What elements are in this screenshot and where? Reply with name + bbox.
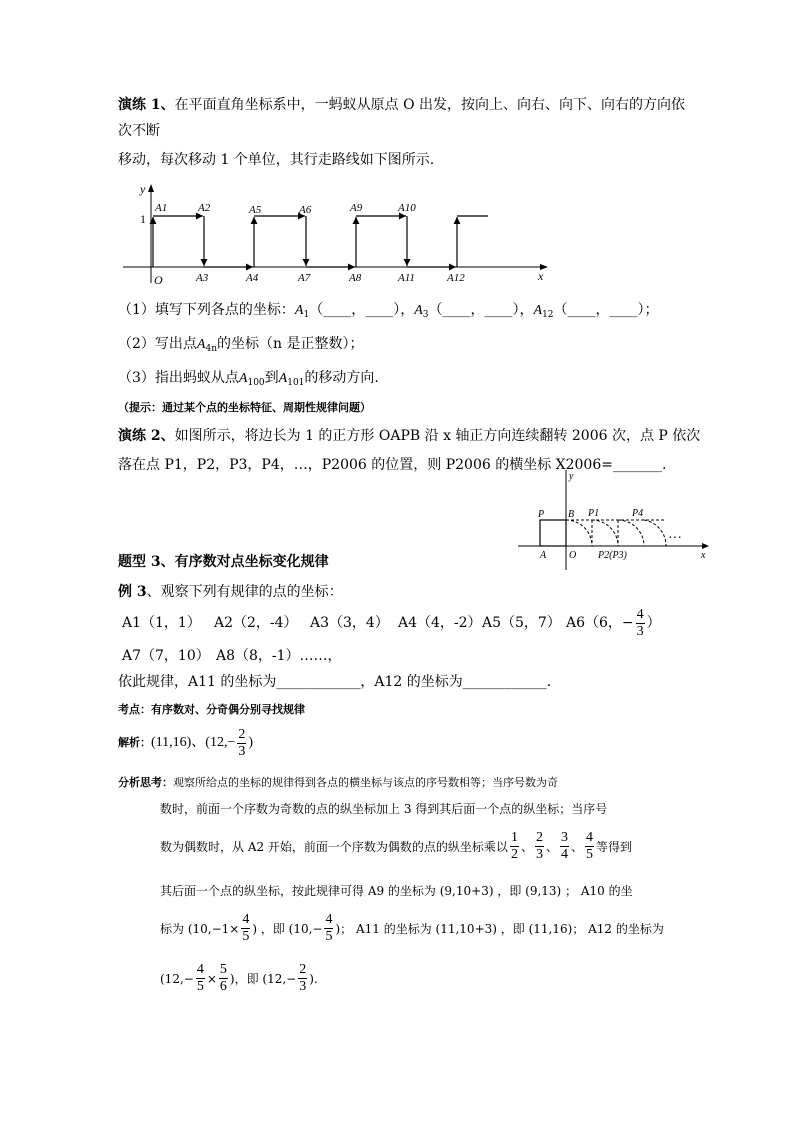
fig2-y: y <box>569 471 574 482</box>
ex1-q2: （2）写出点$A_{4n}$的坐标（n 是正整数）； <box>118 336 364 354</box>
point-A3: A3（3，4） <box>310 615 389 631</box>
point-A5: A5（5，7） <box>482 615 561 631</box>
point-A2: A2（2，-4） <box>214 615 298 631</box>
ex3-line: 例 3、观察下列有规律的点的坐标： <box>118 584 343 600</box>
fenxi-line6: (12,− $\frac{4}{5}$ × $\frac{5}{6}$ )，即 (12,− $\frac{2}{3}$ ). <box>160 962 318 994</box>
fig2-P: P <box>538 509 545 520</box>
ex1-text1: 在平面直角坐标系中，一蚂蚁从原点 O 出发，按向上、向右、向下、向右的方向依 <box>174 97 686 113</box>
point-A4: A4（4，-2） <box>398 615 482 631</box>
ex3-points-row1 <box>122 606 661 640</box>
label-A10: A10 <box>398 202 416 214</box>
point-A6: A6（6，− $\frac{4}{3}$ ） <box>566 606 661 639</box>
point-A8: A8（8，-1）……， <box>216 648 342 664</box>
fenxi-line4: 其后面一个点的纵坐标，按此规律可得 A9 的坐标为 (9,10+3) ，即 (9,13) ； A10 的坐 <box>160 884 633 898</box>
label-A5: A5 <box>249 204 262 216</box>
fig2-x: x <box>701 550 706 561</box>
ex3-question: 依此规律，A11 的坐标为____________，A12 的坐标为____________. <box>118 674 552 690</box>
origin-label: O <box>154 273 163 287</box>
label-A11: A11 <box>398 272 415 284</box>
ex3-points-row2 <box>122 646 342 666</box>
ex2-label: 演练 2、 <box>118 428 175 444</box>
label-A8: A8 <box>349 272 362 284</box>
point-A1: A1（1，1） <box>122 615 201 631</box>
label-A7: A7 <box>298 272 311 284</box>
ex1-q1: （1）填写下列各点的坐标：$A_1(\_\_\_\_$，____），$A_3(\_\_\_\_$，____），$A_{12}(\_\_\_\_$，____）； <box>118 302 659 320</box>
fig2-A: A <box>540 550 547 561</box>
ex1-q3: （3）指出蚂蚁从点$A_{100}$到$A_{101}$的移动方向. <box>118 370 379 388</box>
y-label: y <box>140 182 146 196</box>
label-A9: A9 <box>350 202 363 214</box>
x-label: x <box>538 269 544 283</box>
point-A7: A7（7，10） <box>122 648 210 664</box>
topic3-title: 题型 3、有序数对点坐标变化规律 <box>118 554 329 570</box>
fenxi-line3: 数为偶数时，从 A2 开始，前面一个序数为偶数的点的纵坐标乘以 $\frac{1}{2}$ 、 $\frac{2}{3}$ 、 $\frac{3}{4}$ 、 $\frac{4}{5}$ 等得到 <box>160 830 632 862</box>
ex2-line2: 落在点 P1，P2，P3，P4，…，P2006 的位置，则 P2006 的横坐标 X2006=_______. <box>118 457 667 473</box>
ex2-line1: 演练 2、如图所示，将边长为 1 的正方形 OAPB 沿 x 轴正方向连续翻转 2006 次，点 P 依次 <box>118 428 701 444</box>
fenxi-line5: 标为 (10,−1× $\frac{4}{5}$ ) ，即 (10,− $\frac{4}{5}$ )； A11 的坐标为 (11,10+3) ，即 (11,16)； A12 的坐标为 <box>160 912 664 944</box>
label-A4: A4 <box>246 272 259 284</box>
label-A12: A12 <box>447 272 465 284</box>
ex1-line3: 移动，每次移动 1 个单位，其行走路线如下图所示. <box>118 152 435 168</box>
ex1-label: 演练 1、 <box>118 97 175 113</box>
jiexi: 解析： (11,16)、(12,− $\frac{2}{3}$ ) <box>118 726 254 759</box>
fig2-O: O <box>569 550 577 561</box>
ex1-line1 <box>118 95 685 115</box>
fig2-P1: P1 <box>588 508 600 519</box>
rolling-square-figure <box>516 470 716 572</box>
label-A2: A2 <box>198 202 211 214</box>
fig2-P2P3: P2(P3) <box>598 550 627 561</box>
ex1-line2: 次不断 <box>118 123 160 139</box>
fig2-B: B <box>568 509 575 520</box>
y-axis-arrow <box>148 184 154 192</box>
kaodian: 考点：有序数对、分奇偶分别寻找规律 <box>118 703 305 716</box>
one-label: 1 <box>140 212 146 226</box>
fenxi-line1: 分析思考：观察所给点的坐标的规律得到各点的横坐标与该点的序号数相等；当序号数为奇 <box>118 776 558 789</box>
fig2-P4: P4 <box>632 508 644 519</box>
ant-path-figure <box>118 178 558 288</box>
fig2-dots: … <box>668 527 682 542</box>
label-A1: A1 <box>155 202 168 214</box>
ex1-hint: （提示：通过某个点的坐标特征、周期性规律问题） <box>118 401 371 414</box>
label-A6: A6 <box>299 204 312 216</box>
fenxi-line2: 数时，前面一个序数为奇数的点的纵坐标加上 3 得到其后面一个点的纵坐标；当序号 <box>160 802 608 816</box>
label-A3: A3 <box>196 272 209 284</box>
